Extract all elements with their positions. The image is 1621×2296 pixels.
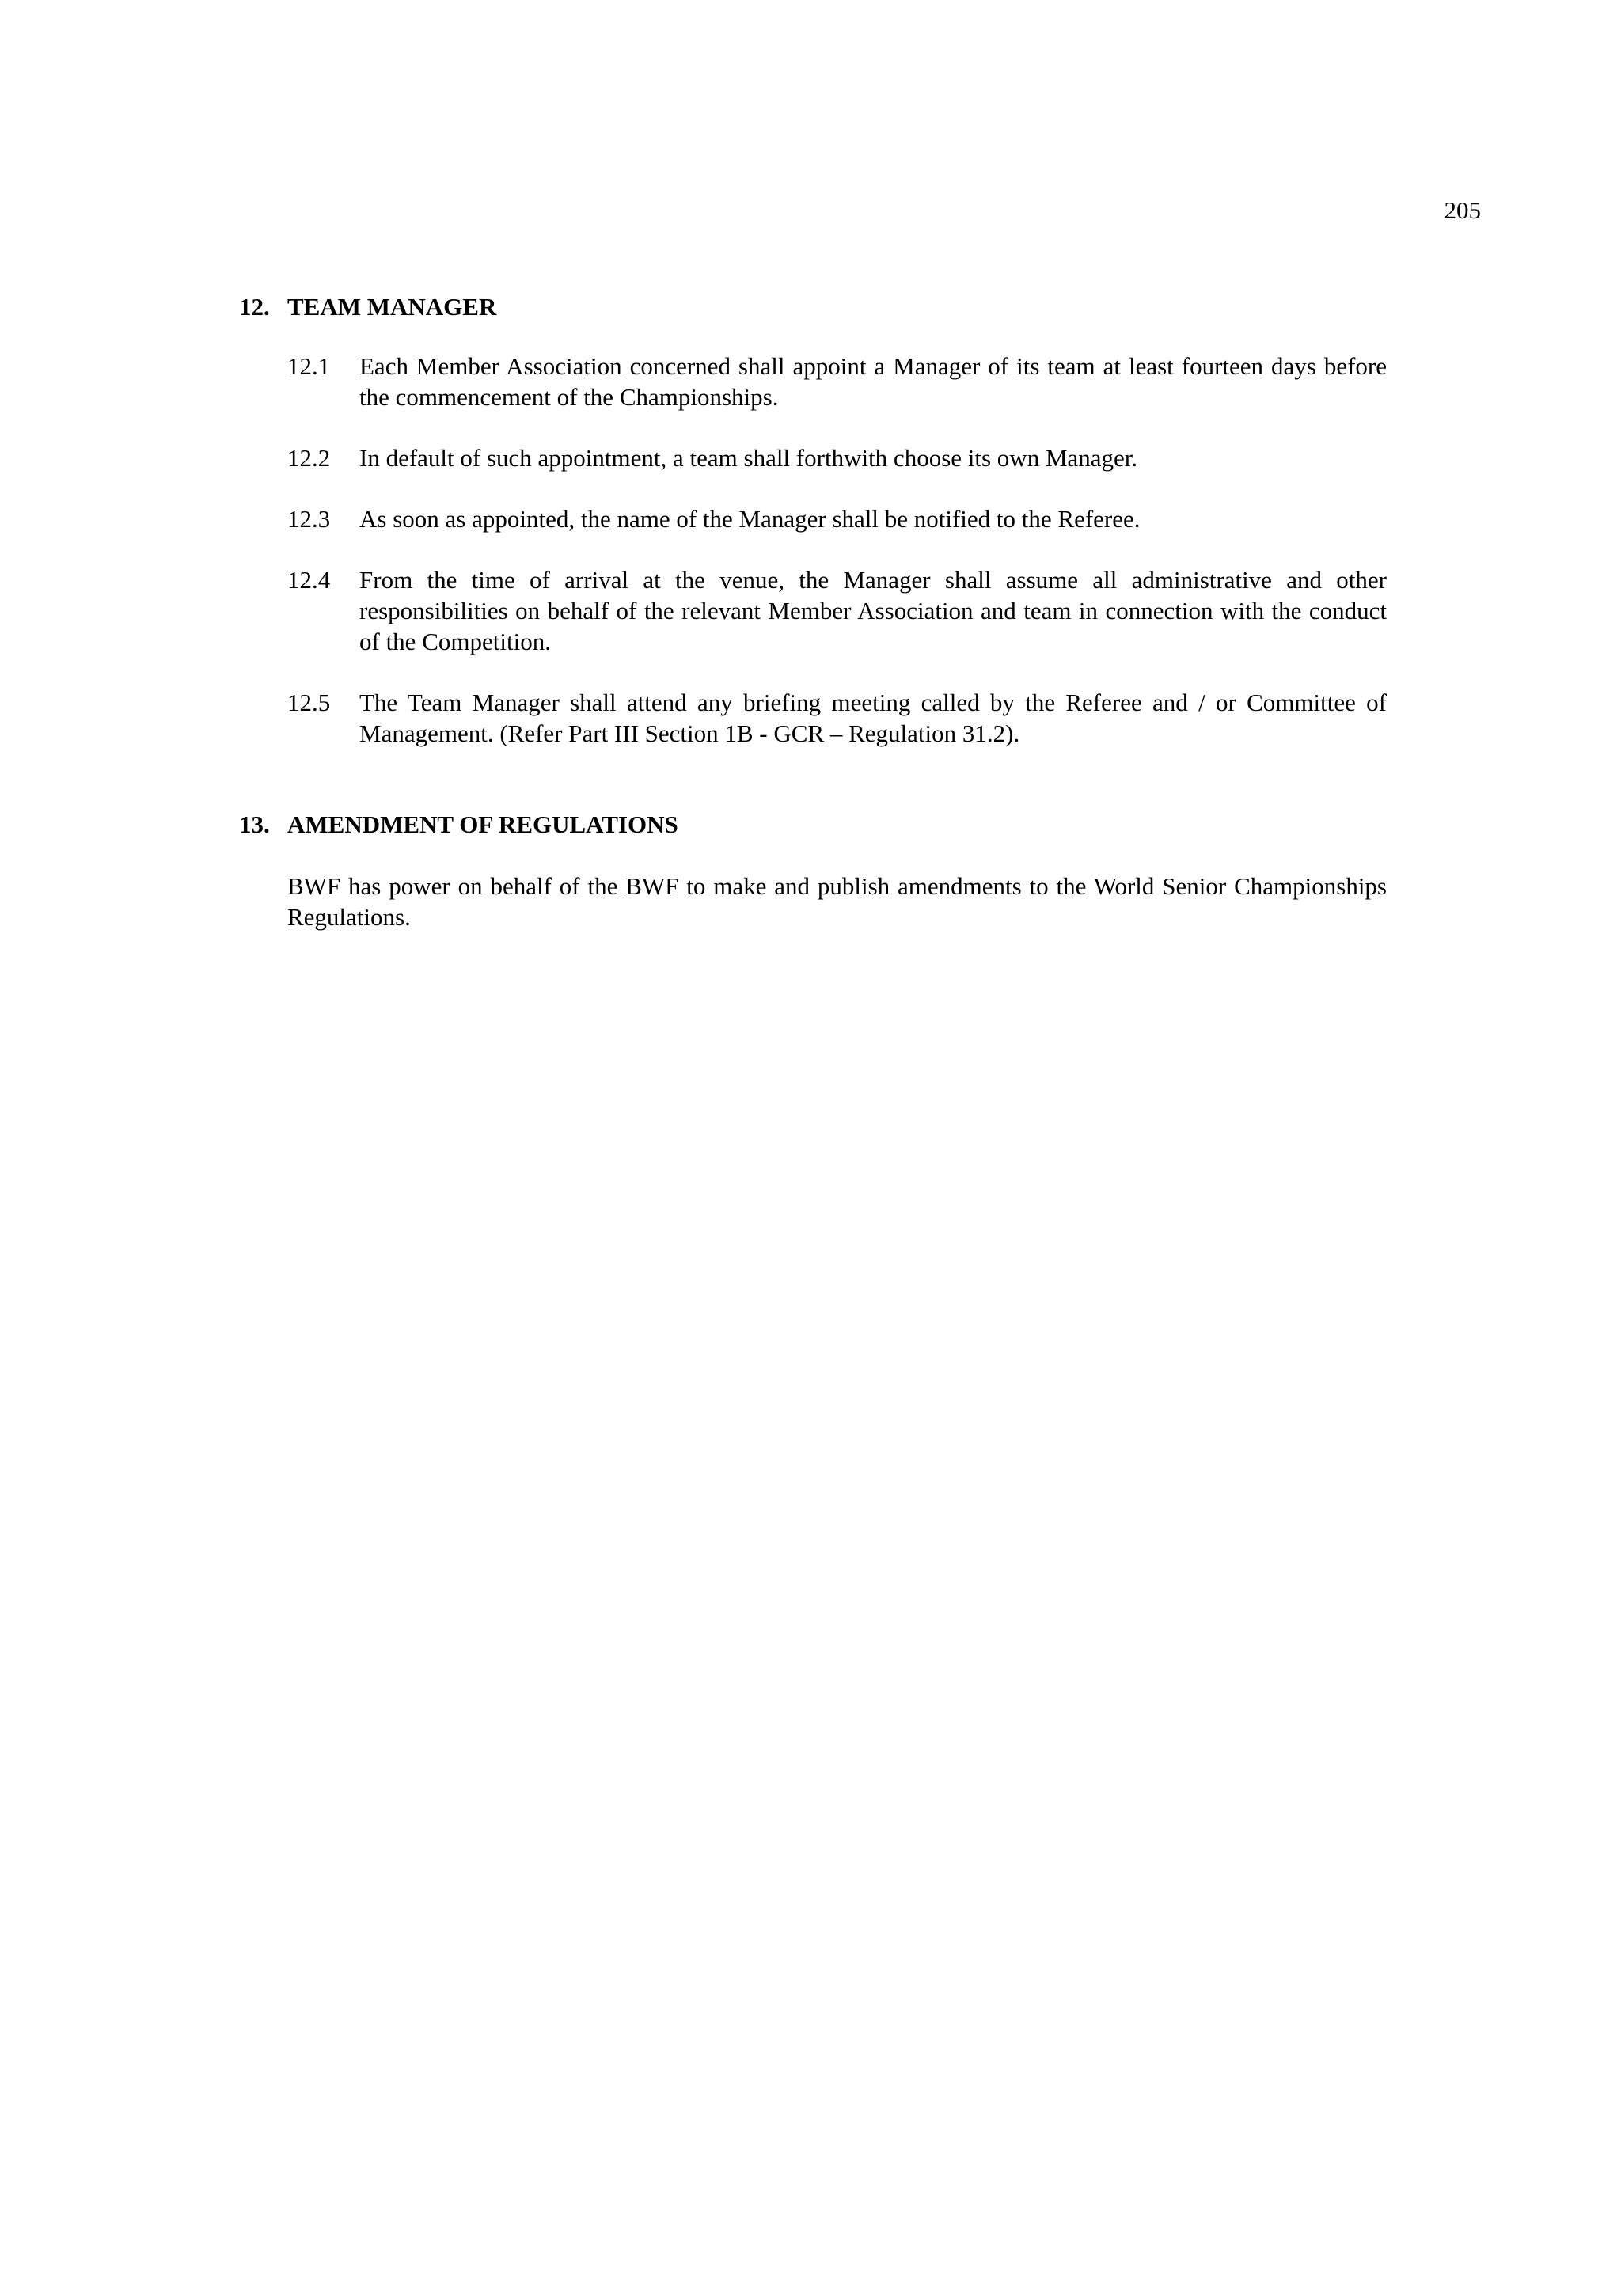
subsection-text: Each Member Association concerned shall appoint a Manager of its team at least fourteen days before the commencement of the Championships. xyxy=(359,352,1387,411)
subsection-text: The Team Manager shall attend any briefing meeting called by the Referee and / or Committee of Management. (Refer Part III Section 1B - GCR – Regulation 31.2). xyxy=(359,689,1387,747)
section-heading xyxy=(239,291,1387,323)
section-heading xyxy=(239,809,1387,841)
subsection-12-2 xyxy=(287,442,1387,473)
subsection-text: As soon as appointed, the name of the Manager shall be notified to the Referee. xyxy=(359,505,1141,533)
subsection-text: In default of such appointment, a team shall forthwith choose its own Manager. xyxy=(359,444,1138,472)
section-title: AMENDMENT OF REGULATIONS xyxy=(287,810,678,838)
subsection-number: 12.5 xyxy=(287,689,331,716)
subsection-number: 12.2 xyxy=(287,444,331,472)
section-team-manager xyxy=(239,291,1387,749)
subsection-text: From the time of arrival at the venue, the Manager shall assume all administrative and other responsibilities on behalf of the relevant Member Association and team in connection with the conduct of the Competition. xyxy=(359,566,1387,655)
section-amendment-of-regulations xyxy=(239,809,1387,932)
subsection-12-5 xyxy=(287,687,1387,749)
page-number: 205 xyxy=(1444,196,1481,224)
section-number: 13. xyxy=(239,810,270,838)
section-number: 12. xyxy=(239,293,270,321)
subsection-number: 12.3 xyxy=(287,505,331,533)
section-title: TEAM MANAGER xyxy=(287,293,497,321)
subsection-12-3 xyxy=(287,503,1387,534)
section-paragraph: BWF has power on behalf of the BWF to make and publish amendments to the World Senior Championships Regulations. xyxy=(287,872,1387,931)
subsection-number: 12.1 xyxy=(287,352,331,380)
subsection-12-1 xyxy=(287,351,1387,412)
subsection-12-4 xyxy=(287,564,1387,657)
subsection-number: 12.4 xyxy=(287,566,331,594)
